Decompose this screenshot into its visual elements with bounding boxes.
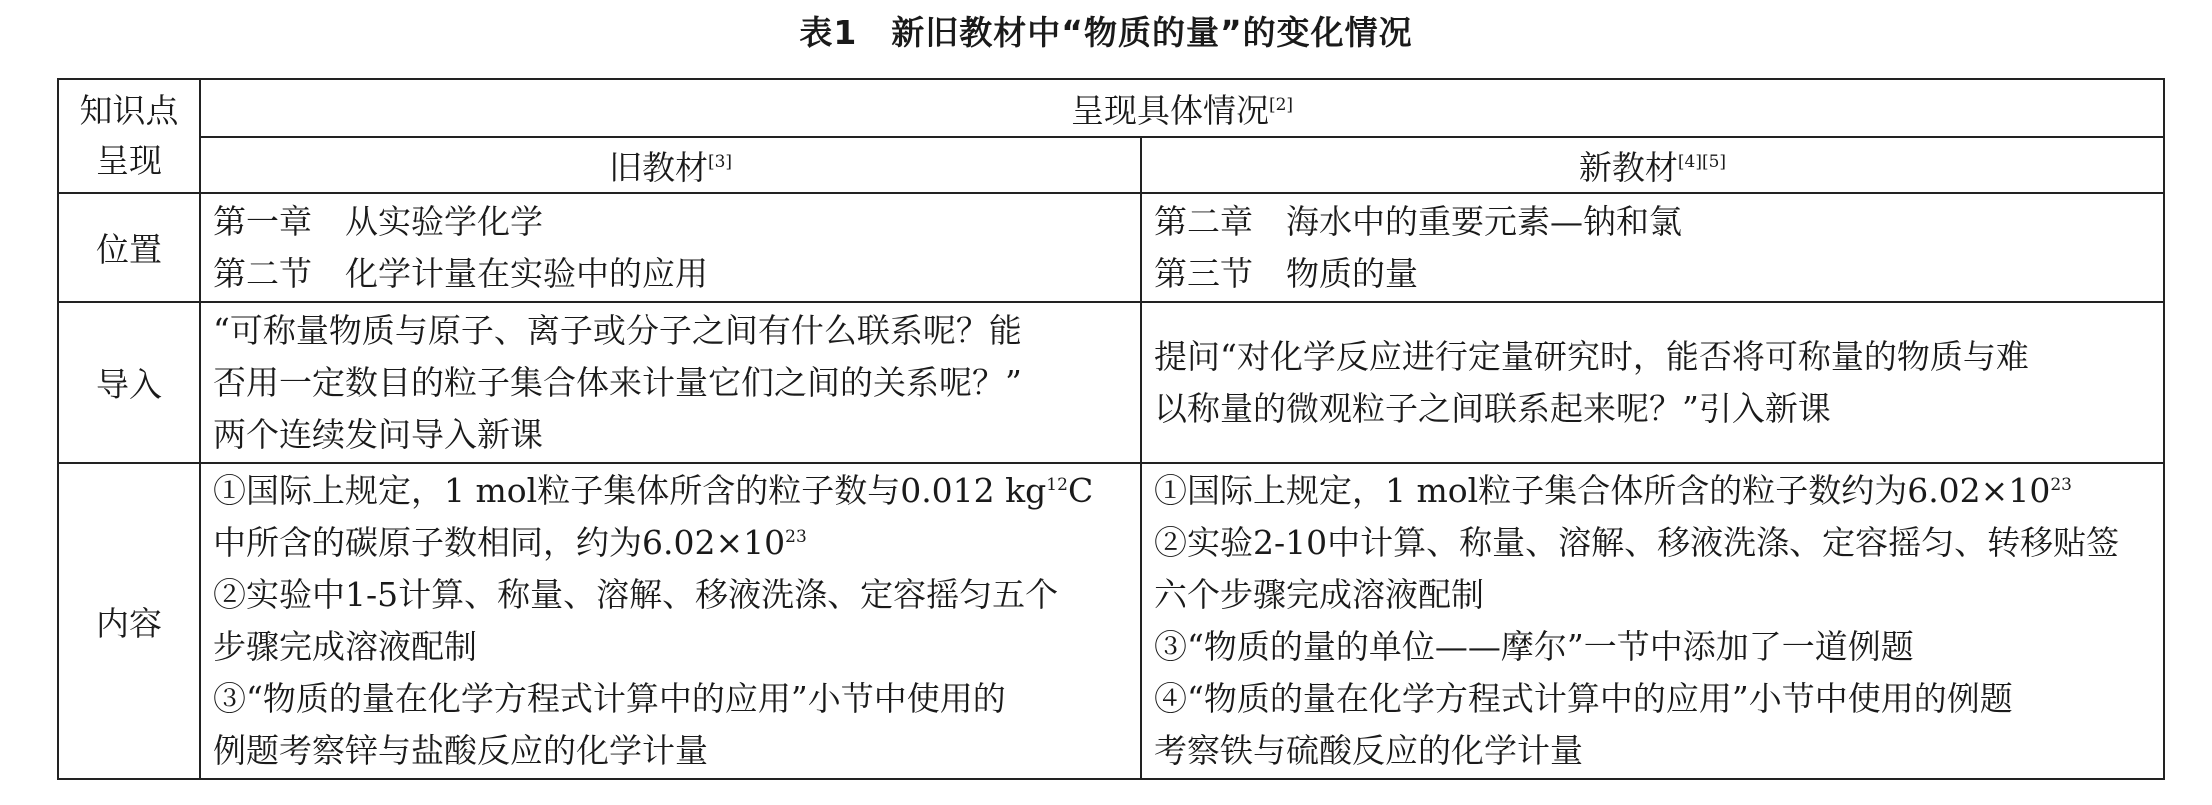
- content-new-line1-sup: 23: [2050, 475, 2072, 495]
- cell-content-old: [200, 463, 1141, 779]
- row-label-content: 内容: [58, 463, 200, 779]
- cell-position-old: [200, 193, 1141, 302]
- header-new-cell: [1141, 137, 2164, 193]
- position-old-line1: 第一章 从实验学化学: [213, 201, 543, 241]
- table-caption: [0, 8, 2212, 58]
- content-new-line2: ②实验2-10中计算、称量、溶解、移液洗涤、定容摇匀、转移贴签: [1154, 523, 2120, 562]
- content-old-line3: ②实验中1-5计算、称量、溶解、移液洗涤、定容摇匀五个: [213, 575, 1059, 614]
- header-old-text: 旧教材: [608, 147, 708, 187]
- comparison-table: [57, 78, 2165, 780]
- position-new-line2: 第三节 物质的量: [1154, 253, 1418, 293]
- table-row-content: [58, 463, 2164, 779]
- content-new-line1: [1154, 465, 2155, 517]
- position-new-line1: 第二章 海水中的重要元素—钠和氯: [1154, 201, 1682, 241]
- cell-intro-old: [200, 302, 1141, 463]
- row-label-position: 位置: [58, 193, 200, 302]
- content-new-line5: ④“物质的量在化学方程式计算中的应用”小节中使用的例题: [1154, 679, 2013, 718]
- content-old-line1-post: C: [1067, 471, 1094, 510]
- cell-position-new: [1141, 193, 2164, 302]
- header-new-ref: [4][5]: [1677, 151, 1727, 172]
- content-old-line2-sup: 23: [785, 527, 807, 547]
- content-old-line4: 步骤完成溶液配制: [213, 627, 477, 666]
- intro-old-line3: 两个连续发问导入新课: [213, 414, 543, 454]
- content-new-line1-text: ①国际上规定，1 mol粒子集合体所含的粒子数约为6.02×10: [1154, 471, 2051, 510]
- header-label-line1: 知识点: [79, 91, 179, 130]
- header-new-text: 新教材: [1578, 147, 1678, 187]
- header-old-cell: [200, 137, 1141, 193]
- table-row-position: [58, 193, 2164, 302]
- content-new-line6: 考察铁与硫酸反应的化学计量: [1154, 731, 1583, 770]
- content-old-line2-text: 中所含的碳原子数相同，约为6.02×10: [213, 523, 786, 562]
- content-old-line2: [213, 517, 1132, 569]
- row-label-intro: 导入: [58, 302, 200, 463]
- cell-content-new: [1141, 463, 2164, 779]
- table-row-intro: [58, 302, 2164, 463]
- intro-old-line1: “可称量物质与原子、离子或分子之间有什么联系呢？能: [213, 310, 1022, 350]
- content-old-line1: [213, 465, 1132, 517]
- header-row-columns: [58, 137, 2164, 193]
- caption-title: 新旧教材中“物质的量”的变化情况: [891, 13, 1413, 52]
- intro-old-line2: 否用一定数目的粒子集合体来计量它们之间的关系呢？”: [213, 362, 1022, 402]
- header-row-group: [58, 79, 2164, 137]
- header-label-line2: 呈现: [96, 141, 162, 180]
- content-new-line3: 六个步骤完成溶液配制: [1154, 575, 1484, 614]
- position-old-line2: 第二节 化学计量在实验中的应用: [213, 253, 708, 293]
- intro-new-line2: 以称量的微观粒子之间联系起来呢？”引入新课: [1154, 388, 1831, 428]
- content-new-line4: ③“物质的量的单位——摩尔”一节中添加了一道例题: [1154, 627, 1914, 666]
- cell-intro-new: [1141, 302, 2164, 463]
- content-old-line1-sup: 12: [1046, 475, 1068, 495]
- caption-label: 表1: [799, 13, 858, 52]
- content-old-line1-text: ①国际上规定，1 mol粒子集体所含的粒子数与0.012 kg: [213, 471, 1047, 510]
- intro-new-line1: 提问“对化学反应进行定量研究时，能否将可称量的物质与难: [1154, 336, 2029, 376]
- content-old-line5: ③“物质的量在化学方程式计算中的应用”小节中使用的: [213, 679, 1006, 718]
- content-old-line6: 例题考察锌与盐酸反应的化学计量: [213, 731, 708, 770]
- header-old-ref: [3]: [707, 151, 733, 172]
- header-knowledge-point: [58, 79, 200, 193]
- header-group-text: 呈现具体情况: [1070, 90, 1269, 130]
- header-group-cell: [200, 79, 2164, 137]
- header-group-ref: [2]: [1268, 94, 1294, 115]
